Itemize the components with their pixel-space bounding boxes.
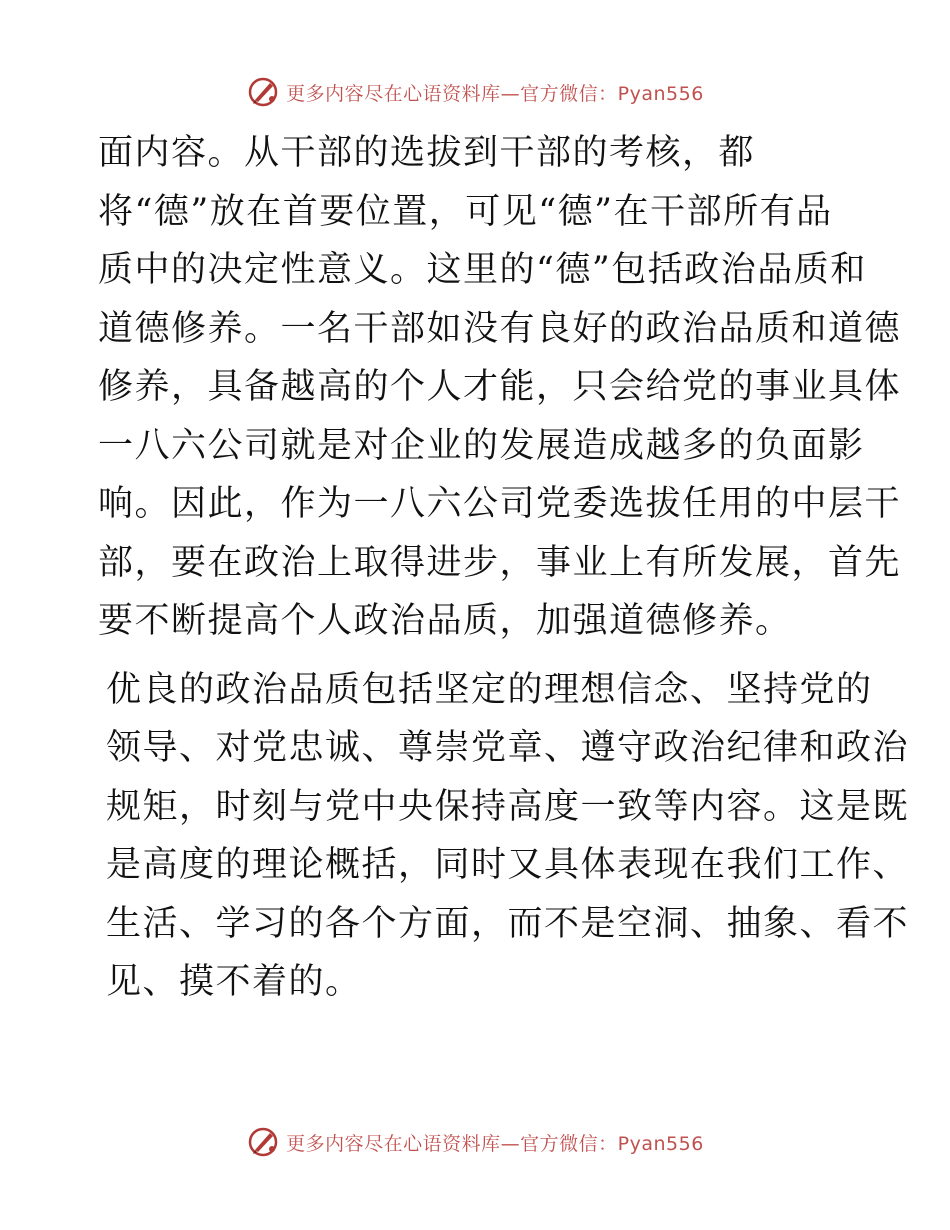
text-line: 优良的政治品质包括坚定的理想信念、坚持党的: [106, 669, 873, 710]
text-line: 将“德”放在首要位置，可见“德”在干部所有品: [98, 191, 833, 232]
watermark-text: 更多内容尽在心语资料库—官方微信：Pyan556: [286, 82, 704, 105]
text-line: 是高度的理论概括，同时又具体表现在我们工作、: [106, 845, 910, 885]
footer-watermark: [0, 1122, 950, 1162]
text-line: 规矩，时刻与党中央保持高度一致等内容。这是既: [106, 786, 910, 827]
watermark-group: [246, 75, 704, 109]
text-line: 质中的决定性意义。这里的“德”包括政治品质和: [98, 250, 867, 290]
header-watermark: [0, 72, 950, 112]
text-line: 见、摸不着的。: [106, 962, 362, 1002]
paragraph-1: [98, 124, 902, 651]
pen-circle-logo-icon: [246, 1125, 280, 1159]
watermark-text: 更多内容尽在心语资料库—官方微信：Pyan556: [286, 1132, 704, 1155]
watermark-group: [246, 1125, 704, 1159]
pen-circle-logo-icon: [246, 75, 280, 109]
text-line: 领导、对党忠诚、尊崇党章、遵守政治纪律和政治: [106, 728, 910, 768]
text-line: 道德修养。一名干部如没有良好的政治品质和道德: [98, 308, 902, 349]
text-line: 面内容。从干部的选拔到干部的考核，都: [98, 133, 756, 173]
text-line: 生活、学习的各个方面，而不是空洞、抽象、看不: [106, 903, 910, 944]
text-line: 要不断提高个人政治品质，加强道德修养。: [98, 601, 792, 641]
text-line: 响。因此，作为一八六公司党委选拔任用的中层干: [98, 484, 902, 524]
text-line: 部，要在政治上取得进步，事业上有所发展，首先: [98, 542, 902, 583]
text-line: 一八六公司就是对企业的发展造成越多的负面影: [98, 425, 865, 466]
text-line: 修养，具备越高的个人才能，只会给党的事业具体: [98, 367, 902, 407]
paragraph-2: [98, 661, 910, 1012]
document-body: [98, 124, 910, 1012]
